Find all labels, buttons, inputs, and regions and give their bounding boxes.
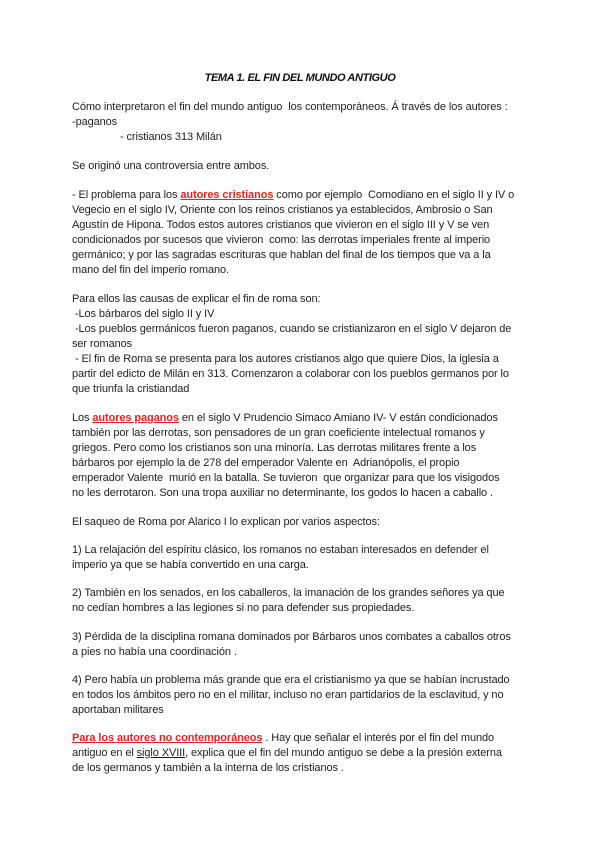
- text-line: [72, 263, 229, 277]
- text-segment: El saqueo de Roma por Alarico I lo explican por varios aspectos:: [72, 516, 380, 528]
- text-segment: mano del fin del imperio romano.: [72, 264, 229, 276]
- text-line: [72, 292, 320, 306]
- text-segment: de los germanos y también a la interna de los cristianos .: [72, 762, 344, 774]
- text-line: [72, 645, 237, 659]
- text-segment: también por las derrotas, son pensadores de un gran coeficiente intelectual romanos y: [72, 427, 485, 439]
- text-segment: Los: [72, 412, 93, 424]
- text-line: [72, 558, 309, 572]
- text-segment: 2) También en los senados, en los caballeros, la imanación de los grandes señores ya que: [72, 587, 505, 599]
- text-segment: imperio ya que se había convertido en una carga.: [72, 559, 309, 571]
- text-line: [72, 456, 459, 470]
- text-segment: Vegecio en el siglo IV, Oriente con los reinos cristianos ya establecidos, Ambrosio o San: [72, 204, 493, 216]
- text-segment: germánico; y por las sagradas escrituras que hablan del final de los tiempos que va a la: [72, 249, 491, 261]
- text-line: [72, 761, 344, 775]
- text-line: [72, 441, 476, 455]
- text-line: [72, 337, 132, 351]
- text-segment: antiguo en el: [72, 747, 137, 759]
- text-segment: 1) La relajación del espíritu clásico, los romanos no estaban interesados en defender el: [72, 544, 489, 556]
- text-line: [72, 307, 214, 321]
- text-line: [72, 703, 164, 717]
- highlighted-heading: autores cristianos: [180, 189, 274, 201]
- text-line: [72, 322, 511, 336]
- text-line: [72, 630, 511, 644]
- text-segment: -Los pueblos germánicos fueron paganos, cuando se cristianizaron en el siglo V dejaron de: [72, 323, 512, 335]
- text-segment: -paganos: [72, 116, 118, 128]
- text-line: [72, 233, 490, 247]
- text-line: [72, 746, 502, 760]
- text-segment: partir del edicto de Milán en 313. Comenzaron a colaborar con los pueblos germanos por lo: [72, 368, 509, 380]
- text-line: [72, 218, 489, 232]
- text-line: [72, 382, 189, 396]
- text-line: [120, 130, 222, 144]
- highlighted-heading: Para los autores no contemporáneos: [72, 732, 263, 744]
- text-line: [72, 515, 380, 529]
- text-segment: no cedían hombres a las legiones si no para defender sus propiedades.: [72, 602, 415, 614]
- text-segment: Para ellos las causas de explicar el fin de roma son:: [72, 293, 321, 305]
- text-segment: - cristianos 313 Milán: [120, 131, 222, 143]
- text-line: [72, 673, 510, 687]
- text-line: [72, 188, 514, 202]
- text-line: [72, 411, 498, 425]
- text-segment: Cómo interpretaron el fin del mundo antiguo los contemporáneos. Á través de los autores :: [72, 101, 508, 113]
- text-segment: emperador Valente murió en la batalla. Se tuvieron que organizar para que los visigodos: [72, 472, 500, 484]
- text-segment: , explica que el fin del mundo antiguo se debe a la presión externa: [185, 747, 502, 759]
- text-segment: Agustín de Hipona. Todos estos autores cristianos que vivieron en el siglo III y V se ven: [72, 219, 490, 231]
- text-line: [72, 486, 493, 500]
- text-line: [72, 367, 509, 381]
- underlined-text: siglo XVIII: [136, 747, 186, 759]
- text-segment: . Hay que señalar el interés por el fin del mundo: [262, 732, 495, 744]
- text-segment: bárbaros por ejemplo la de 278 del emperador Valente en Adrianópolis, el propio: [72, 457, 460, 469]
- highlighted-heading: autores paganos: [92, 412, 179, 424]
- text-line: [72, 426, 485, 440]
- text-segment: que triunfa la cristiandad: [72, 383, 190, 395]
- text-segment: - El problema para los: [72, 189, 181, 201]
- text-segment: -Los bárbaros del siglo II y IV: [72, 308, 215, 320]
- document-title: TEMA 1. EL FIN DEL MUNDO ANTIGUO: [204, 72, 396, 84]
- text-segment: ser romanos: [72, 338, 133, 350]
- text-segment: - El fin de Roma se presenta para los autores cristianos algo que quiere Dios, la iglesia a: [72, 353, 499, 365]
- text-line: [72, 115, 117, 129]
- text-segment: aportaban militares: [72, 704, 164, 716]
- text-line: [72, 352, 499, 366]
- text-segment: como por ejemplo Comodiano en el siglo II y IV o: [273, 189, 515, 201]
- text-line: [72, 586, 505, 600]
- text-line: [72, 100, 508, 114]
- text-segment: condicionados por sucesos que vivieron como: las derrotas imperiales frente al imperio: [72, 234, 491, 246]
- text-line: [72, 471, 500, 485]
- text-segment: 4) Pero había un problema más grande que era el cristianismo ya que se habían incrustado: [72, 674, 510, 686]
- text-segment: a pies no había una coordinación .: [72, 646, 237, 658]
- text-line: [72, 601, 414, 615]
- text-line: [72, 688, 503, 702]
- text-segment: en el siglo V Prudencio Simaco Amiano IV- V están condicionados: [178, 412, 498, 424]
- text-line: [72, 248, 491, 262]
- text-line: [72, 159, 269, 173]
- text-line: [72, 731, 494, 745]
- text-line: [72, 543, 489, 557]
- text-line: [72, 203, 493, 217]
- text-segment: no les derrotaron. Son una tropa auxiliar no determinante, los godos lo hacen a caballo .: [72, 487, 493, 499]
- text-segment: griegos. Pero como los cristianos son una minoría. Las derrotas militares frente a los: [72, 442, 477, 454]
- text-segment: Se originó una controversia entre ambos.: [72, 160, 270, 172]
- text-segment: 3) Pérdida de la disciplina romana dominados por Bárbaros unos combates a caballos otros: [72, 631, 511, 643]
- text-segment: en todos los ámbitos pero no en el militar, incluso no eran partidarios de la esclavitud, y no: [72, 689, 504, 701]
